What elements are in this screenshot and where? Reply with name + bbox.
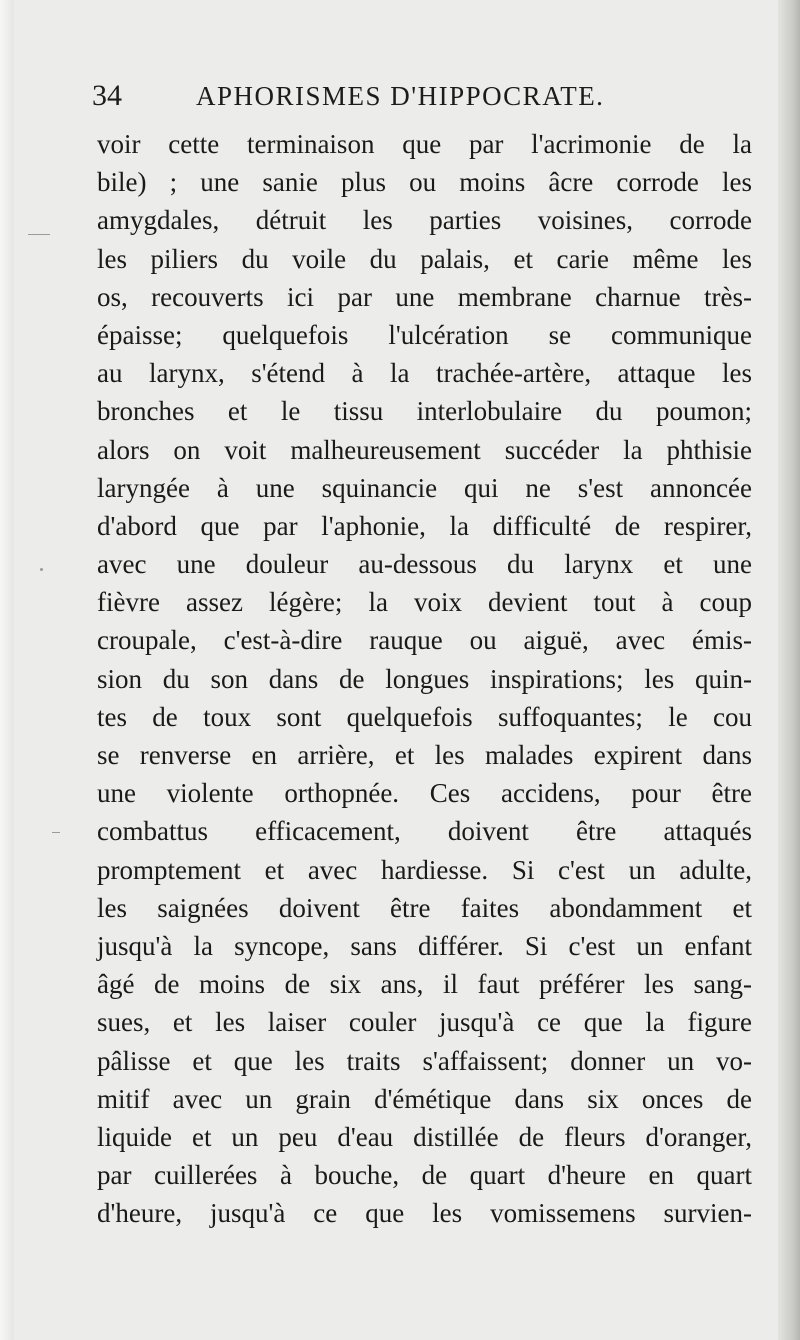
text-line: les piliers du voile du palais, et carie même les (97, 243, 752, 274)
text-line: d'abord que par l'aphonie, la difficulté de respirer, (97, 510, 752, 541)
text-line: bronches et le tissu interlobulaire du poumon; (97, 396, 752, 427)
text-line: sues, et les laiser couler jusqu'à ce que la figure (97, 1007, 752, 1038)
margin-tick-mark (40, 568, 43, 571)
text-line: par cuillerées à bouche, de quart d'heure en quart (97, 1160, 752, 1191)
text-line: alors on voit malheureusement succéder la phthisie (97, 434, 752, 465)
text-line: os, recouverts ici par une membrane charnue très- (97, 281, 752, 312)
text-line: liquide et un peu d'eau distillée de fleurs d'oranger, (97, 1121, 752, 1152)
text-line: mitif avec un grain d'émétique dans six onces de (97, 1083, 752, 1114)
body-text (97, 125, 752, 1232)
text-line: se renverse en arrière, et les malades expirent dans (97, 740, 752, 770)
text-line: avec une douleur au-dessous du larynx et une (97, 549, 752, 580)
text-line: sion du son dans de longues inspirations; les quin- (97, 663, 752, 694)
text-line: amygdales, détruit les parties voisines, corrode (97, 205, 752, 236)
text-line: âgé de moins de six ans, il faut préférer les sang- (97, 969, 752, 1000)
text-line: d'heure, jusqu'à ce que les vomissemens survien- (97, 1198, 752, 1229)
running-head (92, 76, 652, 116)
text-line: bile) ; une sanie plus ou moins âcre corrode les (97, 167, 752, 198)
text-line: au larynx, s'étend à la trachée-artère, attaque les (97, 358, 752, 389)
text-line: croupale, c'est-à-dire rauque ou aiguë, avec émis- (97, 625, 752, 656)
text-line: les saignées doivent être faites abondamment et (97, 892, 752, 923)
text-line: épaisse; quelquefois l'ulcération se communique (97, 319, 752, 350)
text-line: laryngée à une squinancie qui ne s'est annoncée (97, 472, 752, 503)
running-title: APHORISMES D'HIPPOCRATE. (196, 81, 605, 111)
text-line: pâlisse et que les traits s'affaissent; donner un vo- (97, 1045, 752, 1076)
text-line: jusqu'à la syncope, sans différer. Si c'est un enfant (97, 930, 752, 961)
page-left-edge (0, 0, 14, 1340)
text-line: promptement et avec hardiesse. Si c'est un adulte, (97, 854, 752, 885)
text-line: combattus efficacement, doivent être attaqués (97, 816, 752, 847)
text-line: voir cette terminaison que par l'acrimonie de la (97, 129, 752, 159)
margin-tick-mark (28, 234, 50, 235)
margin-tick-mark (52, 832, 60, 833)
text-line: tes de toux sont quelquefois suffoquantes; le cou (97, 701, 752, 732)
text-line: une violente orthopnée. Ces accidens, pour être (97, 778, 752, 809)
text-line: fièvre assez légère; la voix devient tout à coup (97, 587, 752, 618)
page-gutter-shadow (778, 0, 800, 1340)
page-number: 34 (92, 79, 122, 112)
